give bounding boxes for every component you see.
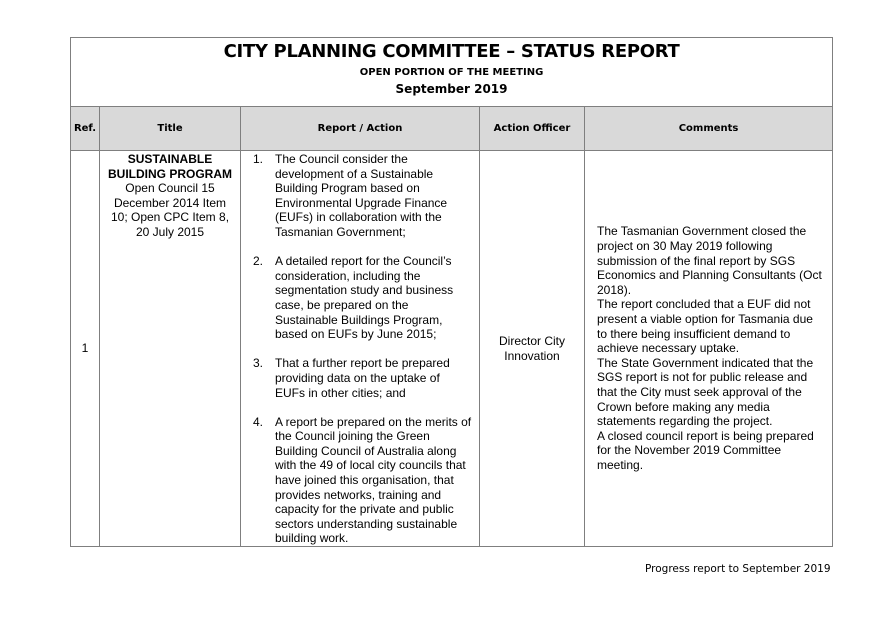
column-header-title: Title bbox=[100, 107, 241, 151]
column-header-ref: Ref. bbox=[71, 107, 100, 151]
list-item-text: A report be prepared on the merits of the Council joining the Green Building Council of Australia along with the 49 of local city councils that have joined this organisation, that provides networks, training and capacity for the private and public sectors understanding sustainable building work. bbox=[275, 414, 472, 546]
list-item-number: 2. bbox=[253, 254, 264, 269]
title-cell bbox=[100, 151, 241, 547]
table-row bbox=[71, 151, 833, 547]
list-item-text: A detailed report for the Council’s consideration, including the segmentation study and business case, be prepared on the Sustainable Buildings Program, based on EUFs by June 2015; bbox=[275, 254, 454, 342]
column-header-comments: Comments bbox=[585, 107, 833, 151]
comment-paragraph: The State Government indicated that the SGS report is not for public release and that the City must seek approval of the Crown before making any media statements regarding the project. bbox=[597, 355, 814, 429]
comment-paragraph: A closed council report is being prepared for the November 2019 Committee meeting. bbox=[597, 428, 814, 472]
ref-cell: 1 bbox=[71, 151, 100, 547]
report-title: CITY PLANNING COMMITTEE – STATUS REPORT bbox=[223, 41, 680, 62]
report-subtitle: OPEN PORTION OF THE MEETING bbox=[359, 67, 544, 78]
list-item-text: The Council consider the development of a Sustainable Building Program based on Environmental Upgrade Finance (EUFs) in collaboration with the Tasmanian Government; bbox=[275, 152, 448, 239]
list-item bbox=[253, 152, 473, 240]
column-header-action-officer: Action Officer bbox=[480, 107, 585, 151]
column-header-row bbox=[71, 107, 833, 151]
column-header-report-action: Report / Action bbox=[241, 107, 480, 151]
report-header bbox=[71, 38, 833, 107]
report-action-cell bbox=[241, 151, 480, 547]
meeting-references: Open Council 15 December 2014 Item 10; Open CPC Item 8, 20 July 2015 bbox=[110, 181, 230, 239]
list-item-number: 4. bbox=[253, 414, 264, 429]
report-period: September 2019 bbox=[395, 82, 508, 96]
action-officer-cell: Director City Innovation bbox=[480, 151, 585, 547]
list-item bbox=[253, 415, 473, 546]
comments-cell bbox=[585, 151, 833, 547]
list-item-number: 3. bbox=[253, 356, 264, 371]
item-title: SUSTAINABLE BUILDING PROGRAM bbox=[108, 152, 232, 181]
list-item-number: 1. bbox=[253, 152, 264, 166]
comment-paragraph: The report concluded that a EUF did not present a viable option for Tasmania due to there being insufficient demand to achieve necessary uptake. bbox=[597, 297, 813, 356]
page-footer: Progress report to September 2019 bbox=[645, 563, 831, 575]
status-report-table bbox=[70, 37, 833, 547]
list-item bbox=[253, 356, 473, 400]
action-list bbox=[241, 151, 479, 546]
comment-paragraph: The Tasmanian Government closed the project on 30 May 2019 following submission of the final report by SGS Economics and Planning Consultants (Oct 2018). bbox=[597, 224, 822, 297]
list-item bbox=[253, 254, 473, 342]
list-item-text: That a further report be prepared providing data on the uptake of EUFs in other cities; and bbox=[275, 356, 450, 400]
